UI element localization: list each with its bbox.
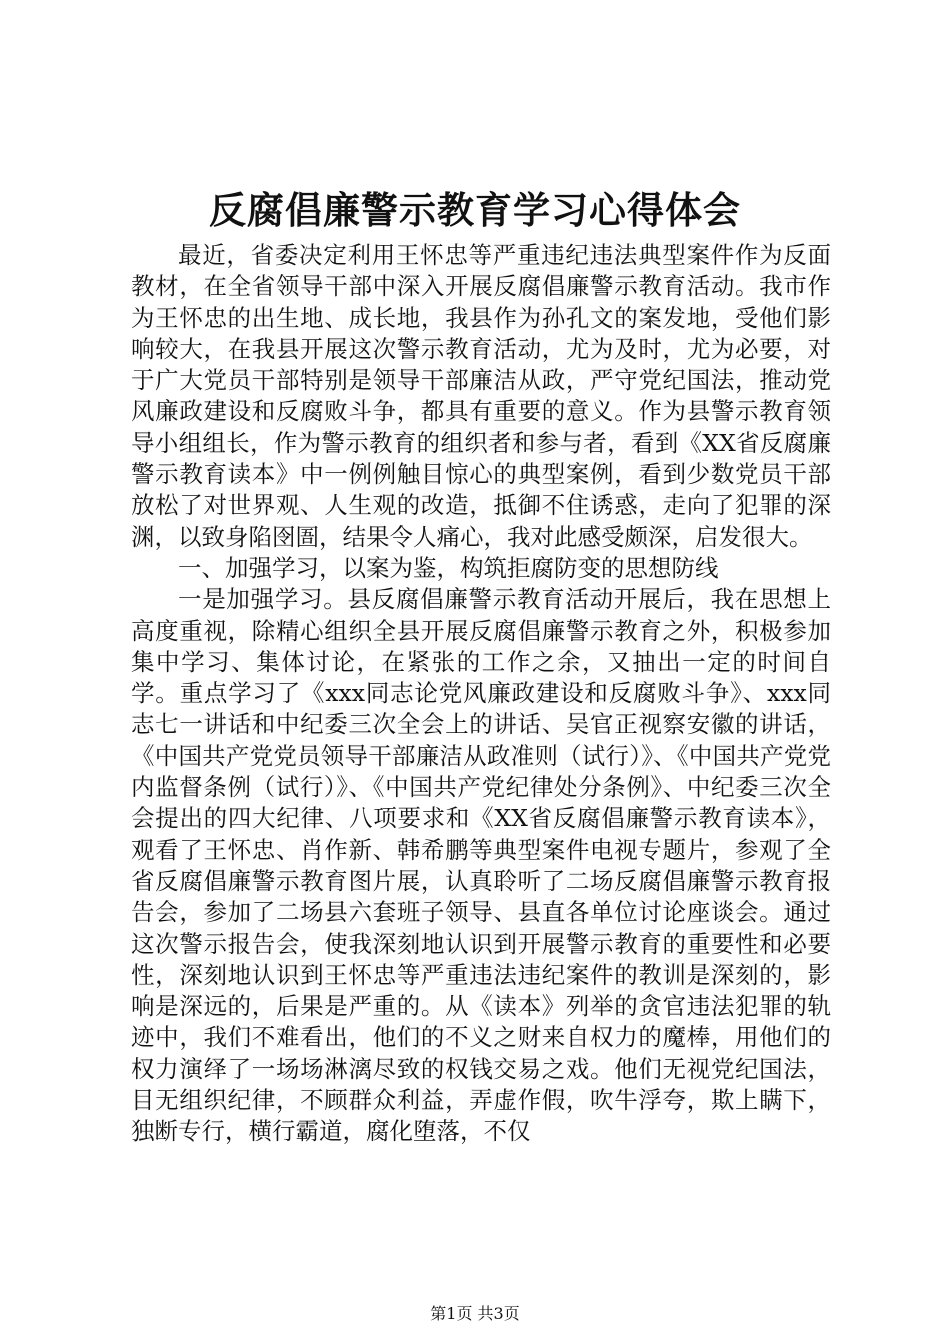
section-heading-1: 一、加强学习，以案为鉴，构筑拒腐防变的思想防线 — [178, 553, 719, 582]
document-body — [131, 240, 831, 1148]
page-footer: 第1页 共3页 — [430, 1304, 520, 1323]
paragraph-study: 一是加强学习。县反腐倡廉警示教育活动开展后，我在思想上高度重视，除精心组织全县开展反腐倡廉警示教育之外，积极参加集中学习、集体讨论，在紧张的工作之余，又抽出一定的时间自学。重点学习了《xxx同志论党风廉政建设和反腐败斗争》、xxx同志七一讲话和中纪委三次全会上的讲话、吴官正视察安徽的讲话，《中国共产党党员领导干部廉洁从政准则（试行）》、《中国共产党党内监督条例（试行）》、《中国共产党纪律处分条例》、中纪委三次全会提出的四大纪律、八项要求和《XX省反腐倡廉警示教育读本》，观看了王怀忠、肖作新、韩希鹏等典型案件电视专题片，参观了全省反腐倡廉警示教育图片展，认真聆听了二场反腐倡廉警示教育报告会，参加了二场县六套班子领导、县直各单位讨论座谈会。通过这次警示报告会，使我深刻地认识到开展警示教育的重要性和必要性，深刻地认识到王怀忠等严重违法违纪案件的教训是深刻的，影响是深远的，后果是严重的。从《读本》列举的贪官违法犯罪的轨迹中，我们不难看出，他们的不义之财来自权力的魔棒，用他们的权力演绎了一场场淋漓尽致的权钱交易之戏。他们无视党纪国法，目无组织纪律，不顾群众利益，弄虚作假，吹牛浮夸，欺上瞒下，独断专行，横行霸道，腐化堕落，不仅 — [131, 585, 831, 1146]
paragraph-intro: 最近，省委决定利用王怀忠等严重违纪违法典型案件作为反面教材，在全省领导干部中深入开展反腐倡廉警示教育活动。我市作为王怀忠的出生地、成长地，我县作为孙孔文的案发地，受他们影响较大，在我县开展这次警示教育活动，尤为及时，尤为必要，对于广大党员干部特别是领导干部廉洁从政，严守党纪国法，推动党风廉政建设和反腐败斗争，都具有重要的意义。作为县警示教育领导小组组长，作为警示教育的组织者和参与者，看到《XX省反腐廉警示教育读本》中一例例触目惊心的典型案例，看到少数党员干部放松了对世界观、人生观的改造，抵御不住诱惑，走向了犯罪的深渊，以致身陷囹圄，结果令人痛心，我对此感受颇深，启发很大。 — [131, 241, 831, 551]
document-title: 反腐倡廉警示教育学习心得体会 — [209, 188, 741, 232]
